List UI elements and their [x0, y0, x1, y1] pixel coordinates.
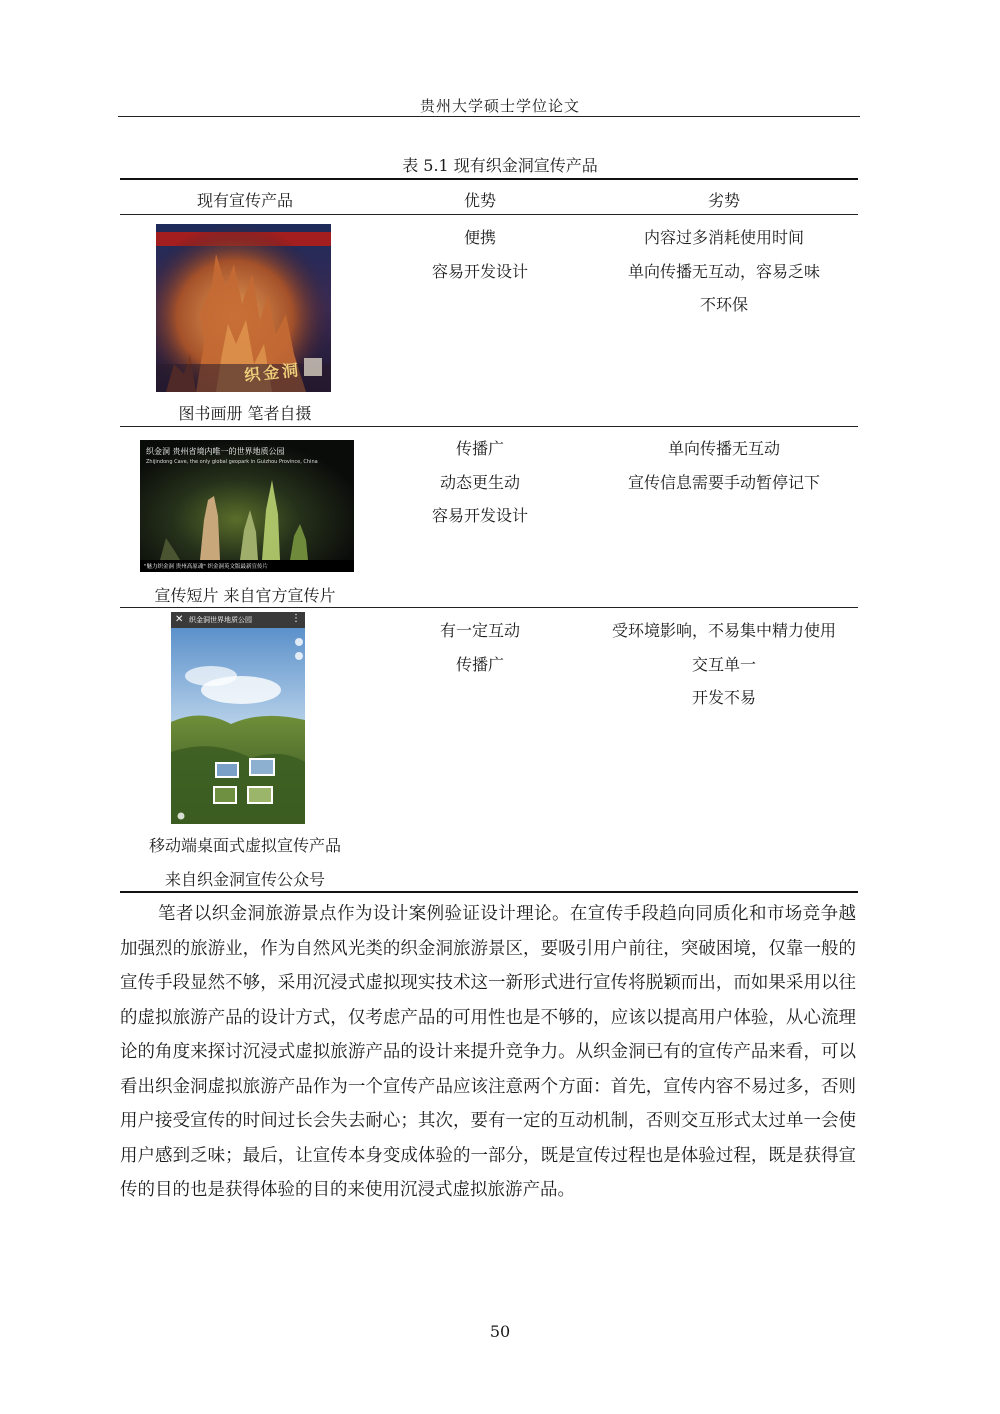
mobile-screenshot: [171, 612, 305, 824]
row1-disadvantages: [590, 221, 858, 322]
advantage-item: 容易开发设计: [431, 506, 528, 525]
mobile-illustration: [171, 612, 305, 824]
disadvantage-item: 单向传播无互动: [667, 439, 780, 458]
row3-image-caption-line2: 来自织金洞宣传公众号: [164, 870, 325, 889]
table-row-rule: [120, 426, 858, 427]
close-icon[interactable]: ✕: [175, 614, 184, 625]
brochure-cover-title: 织金洞: [243, 360, 302, 385]
column-header-product: 现有宣传产品: [196, 191, 293, 210]
table-top-rule: [120, 178, 858, 180]
advantage-item: 容易开发设计: [431, 261, 528, 281]
disadvantage-item: 开发不易: [691, 688, 756, 707]
table-row-rule: [120, 607, 858, 608]
more-icon[interactable]: ⋮: [291, 613, 301, 624]
video-bottom-caption: "魅力织金洞 贵州高原魂" 织金洞英文版最新宣传片: [144, 564, 269, 570]
disadvantage-item: 交互单一: [691, 654, 756, 674]
video-title: 织金洞 贵州省境内唯一的世界地质公园: [146, 447, 285, 456]
page-number: 50: [489, 1322, 511, 1341]
disadvantage-item: 单向传播无互动，容易乏味: [627, 261, 820, 281]
disadvantage-item: 内容过多消耗使用时间: [643, 228, 804, 247]
column-header-advantages: 优势: [463, 191, 496, 210]
advantage-item: 传播广: [455, 654, 504, 674]
body-paragraph: [120, 897, 856, 1208]
running-header: 贵州大学硕士学位论文: [419, 97, 580, 115]
table-bottom-rule: [120, 891, 858, 893]
disadvantage-item: 宣传信息需要手动暂停记下: [627, 472, 820, 492]
brochure-photo: [156, 224, 331, 392]
row3-image-caption-line1: 移动端桌面式虚拟宣传产品: [148, 836, 341, 855]
table-header-rule: [120, 214, 858, 215]
table-caption: 表 5.1 现有织金洞宣传产品: [402, 156, 598, 175]
advantage-item: 传播广: [455, 439, 504, 458]
column-header-disadvantages: 劣势: [707, 191, 740, 210]
row1-image-caption: 图书画册 笔者自摄: [178, 404, 312, 423]
row2-image-caption: 宣传短片 来自官方宣传片: [154, 586, 336, 605]
video-subtitle: Zhijindong Cave, the only global geopark in Guizhou Province, China: [146, 459, 318, 465]
header-rule: [118, 116, 860, 117]
row2-advantages: [400, 432, 560, 533]
row3-advantages: [400, 614, 560, 681]
advantage-item: 动态更生动: [439, 472, 520, 492]
mobile-title: 织金洞世界地质公园: [189, 616, 252, 624]
row3-disadvantages: [590, 614, 858, 715]
row1-advantages: [400, 221, 560, 288]
row2-disadvantages: [590, 432, 858, 499]
video-still: [140, 440, 354, 572]
disadvantage-item: 受环境影响，不易集中精力使用: [611, 621, 836, 640]
disadvantage-item: 不环保: [699, 295, 748, 314]
body-paragraph-text: 笔者以织金洞旅游景点作为设计案例验证设计理论。在宣传手段趋向同质化和市场竞争越加强烈的旅游业，作为自然风光类的织金洞旅游景区，要吸引用户前往，突破困境，仅靠一般的宣传手段显然不够，采用沉浸式虚拟现实技术这一新形式进行宣传将脱颖而出，而如果采用以往的虚拟旅游产品的设计方式，仅考虑产品的可用性也是不够的，应该以提高用户体验，从心流理论的角度来探讨沉浸式虚拟旅游产品的设计来提升竞争力。从织金洞已有的宣传产品来看，可以看出织金洞虚拟旅游产品作为一个宣传产品应该注意两个方面：首先，宣传内容不易过多，否则用户接受宣传的时间过长会失去耐心；其次，要有一定的互动机制，否则交互形式太过单一会使用户感到乏味；最后，让宣传本身变成体验的一部分，既是宣传过程也是体验过程，既是获得宣传的目的也是获得体验的目的来使用沉浸式虚拟旅游产品。: [120, 904, 856, 1200]
advantage-item: 便携: [463, 228, 496, 247]
advantage-item: 有一定互动: [439, 621, 520, 640]
